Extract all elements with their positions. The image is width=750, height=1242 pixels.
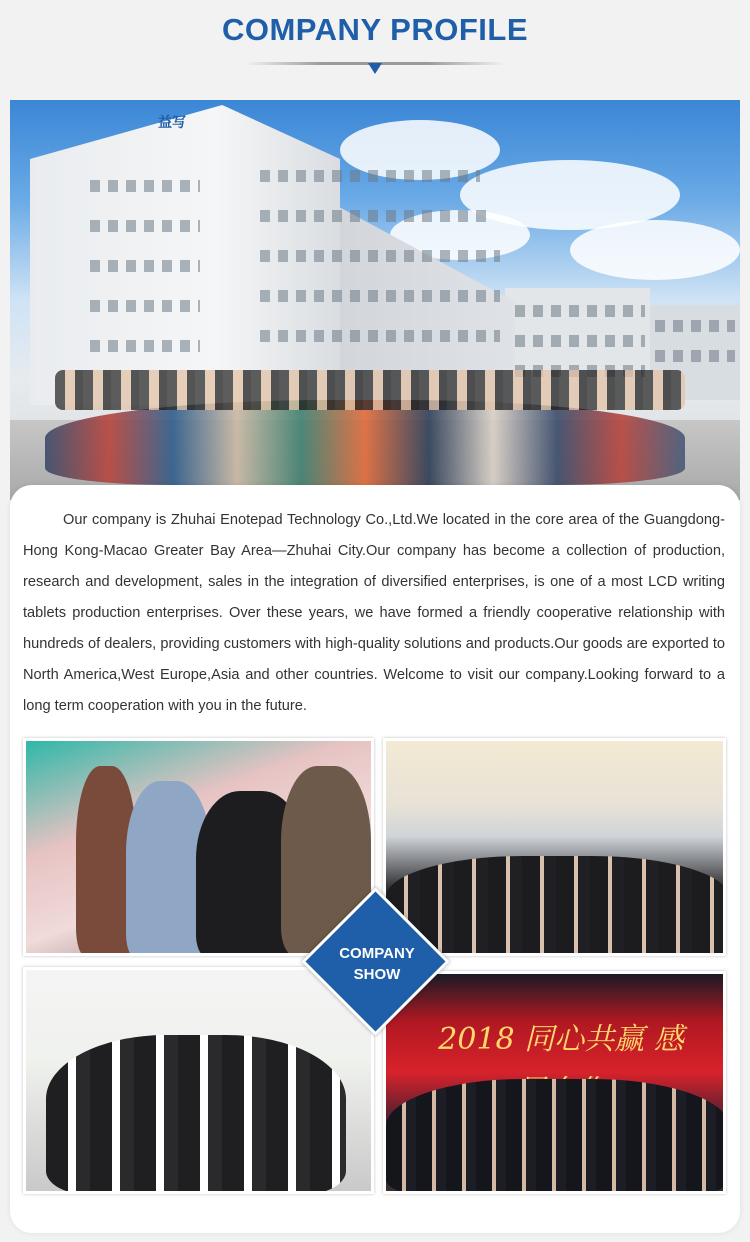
company-show-label	[310, 943, 444, 985]
company-description: Our company is Zhuhai Enotepad Technology Co.,Ltd.We located in the core area of the Guangdong-Hong Kong-Macao Greater Bay Area—Zhuhai City.Our company has become a collection of production, research and development, sales in the integration of diversified enterprises, is one of a most LCD writing tablets production enterprises. Over these years, we have formed a friendly cooperative relationship with hundreds of dealers, providing customers with high-quality solutions and products.Our goods are exported to North America,West Europe,Asia and other countries. Welcome to visit our company.Looking forward to a long term cooperation with you in the future.	[23, 512, 725, 714]
company-show-label-line1: COMPANY	[339, 945, 415, 962]
company-info-card	[10, 485, 740, 1233]
building-logo: 益写	[158, 114, 186, 130]
show-photo-product-group	[23, 967, 374, 1194]
company-building-photo	[10, 100, 740, 500]
company-show-label-line2: SHOW	[353, 966, 401, 983]
chevron-down-icon	[368, 63, 382, 74]
page-title: COMPANY PROFILE	[221, 12, 529, 47]
show-photo-exhibition	[23, 738, 374, 956]
page-header	[0, 0, 750, 100]
staff-group	[45, 370, 710, 485]
show-photo-annual-party	[383, 971, 726, 1194]
party-banner: 2018 同心共赢 感	[438, 1022, 684, 1057]
show-photo-team-meeting	[383, 738, 726, 956]
